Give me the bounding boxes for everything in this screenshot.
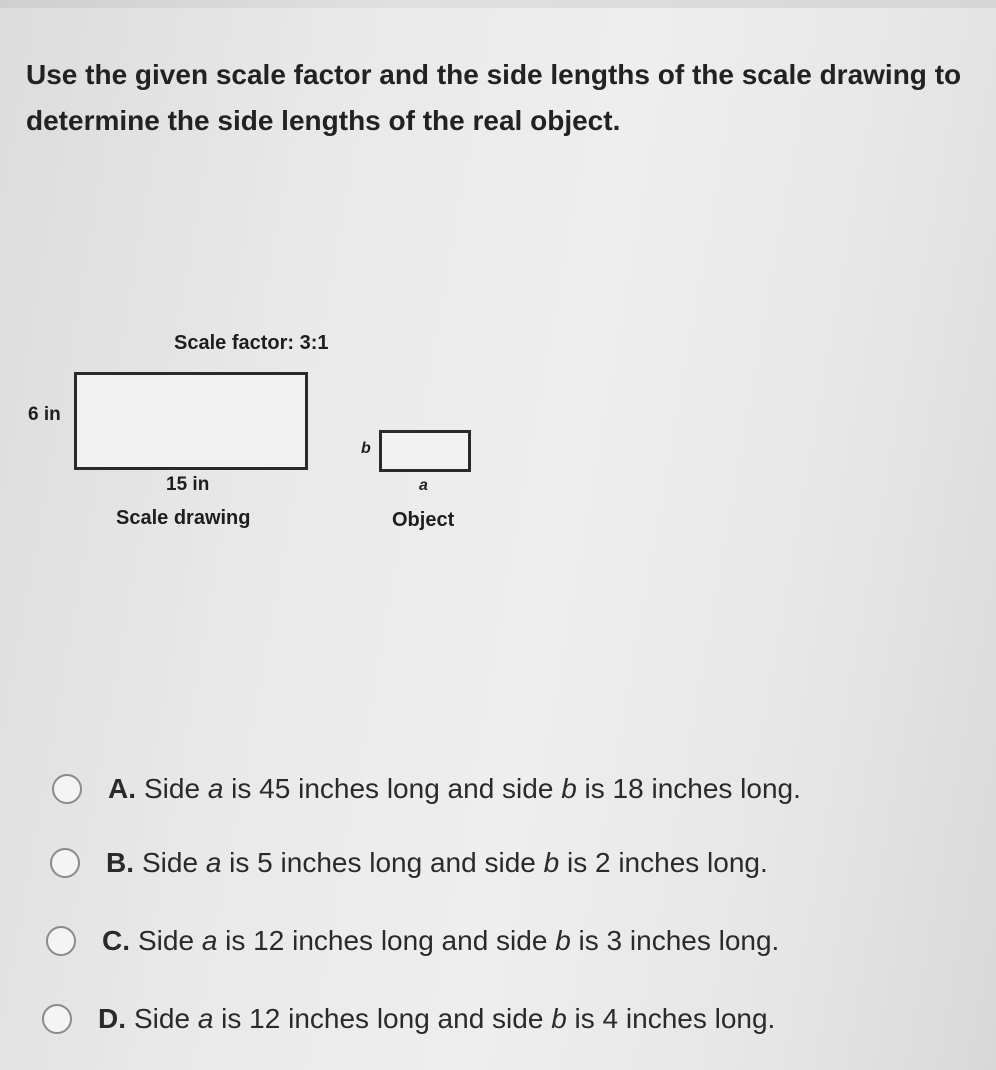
- variable-b: b: [561, 773, 577, 804]
- choice-text-part: is 12 inches long and side: [213, 1003, 552, 1034]
- choice-text-part: is 18 inches long.: [576, 773, 801, 804]
- drawing-width-label: 15 in: [166, 474, 210, 495]
- choice-text-part: Side: [134, 1003, 198, 1034]
- choice-b-text: [106, 847, 768, 879]
- object-side-a-label: a: [419, 477, 428, 494]
- scale-factor-label: Scale factor: 3:1: [174, 332, 329, 354]
- drawing-height-label: 6 in: [28, 404, 61, 425]
- choice-letter: D.: [98, 1003, 126, 1034]
- choice-text-part: Side: [142, 847, 206, 878]
- choice-d-text: [98, 1003, 775, 1035]
- radio-button-d[interactable]: [42, 1004, 72, 1034]
- variable-b: b: [551, 1003, 567, 1034]
- radio-button-b[interactable]: [50, 848, 80, 878]
- choice-d[interactable]: [42, 994, 775, 1044]
- choice-text-part: Side: [138, 925, 202, 956]
- choice-text-part: is 12 inches long and side: [217, 925, 556, 956]
- top-strip: [0, 0, 996, 8]
- variable-a: a: [201, 925, 218, 956]
- variable-b: b: [555, 925, 571, 956]
- choice-text-part: is 3 inches long.: [570, 925, 780, 956]
- choice-c-text: [102, 925, 779, 957]
- question-text: Use the given scale factor and the side lengths of the scale drawing to determine the side lengths of the real object.: [26, 59, 962, 136]
- scale-drawing-rectangle: [74, 372, 308, 470]
- object-caption: Object: [392, 509, 455, 531]
- choice-c[interactable]: [46, 916, 779, 966]
- choice-text-part: is 4 inches long.: [566, 1003, 776, 1034]
- variable-a: a: [197, 1003, 214, 1034]
- choice-letter: B.: [106, 847, 134, 878]
- choice-letter: A.: [108, 773, 136, 804]
- choice-text-part: Side: [144, 773, 208, 804]
- radio-button-a[interactable]: [52, 774, 82, 804]
- choice-letter: C.: [102, 925, 130, 956]
- variable-a: a: [207, 773, 224, 804]
- choice-a[interactable]: [52, 764, 801, 814]
- scale-drawing-caption: Scale drawing: [116, 507, 251, 529]
- object-rectangle: [379, 430, 471, 472]
- choice-text-part: is 2 inches long.: [559, 847, 768, 878]
- variable-a: a: [205, 847, 222, 878]
- variable-b: b: [543, 847, 560, 878]
- choice-text-part: is 45 inches long and side: [223, 773, 562, 804]
- radio-button-c[interactable]: [46, 926, 76, 956]
- choice-a-text: [108, 773, 801, 805]
- scale-figure: [0, 320, 560, 560]
- choice-b[interactable]: [50, 838, 768, 888]
- object-side-b-label: b: [361, 440, 371, 457]
- choice-text-part: is 5 inches long and side: [221, 847, 544, 878]
